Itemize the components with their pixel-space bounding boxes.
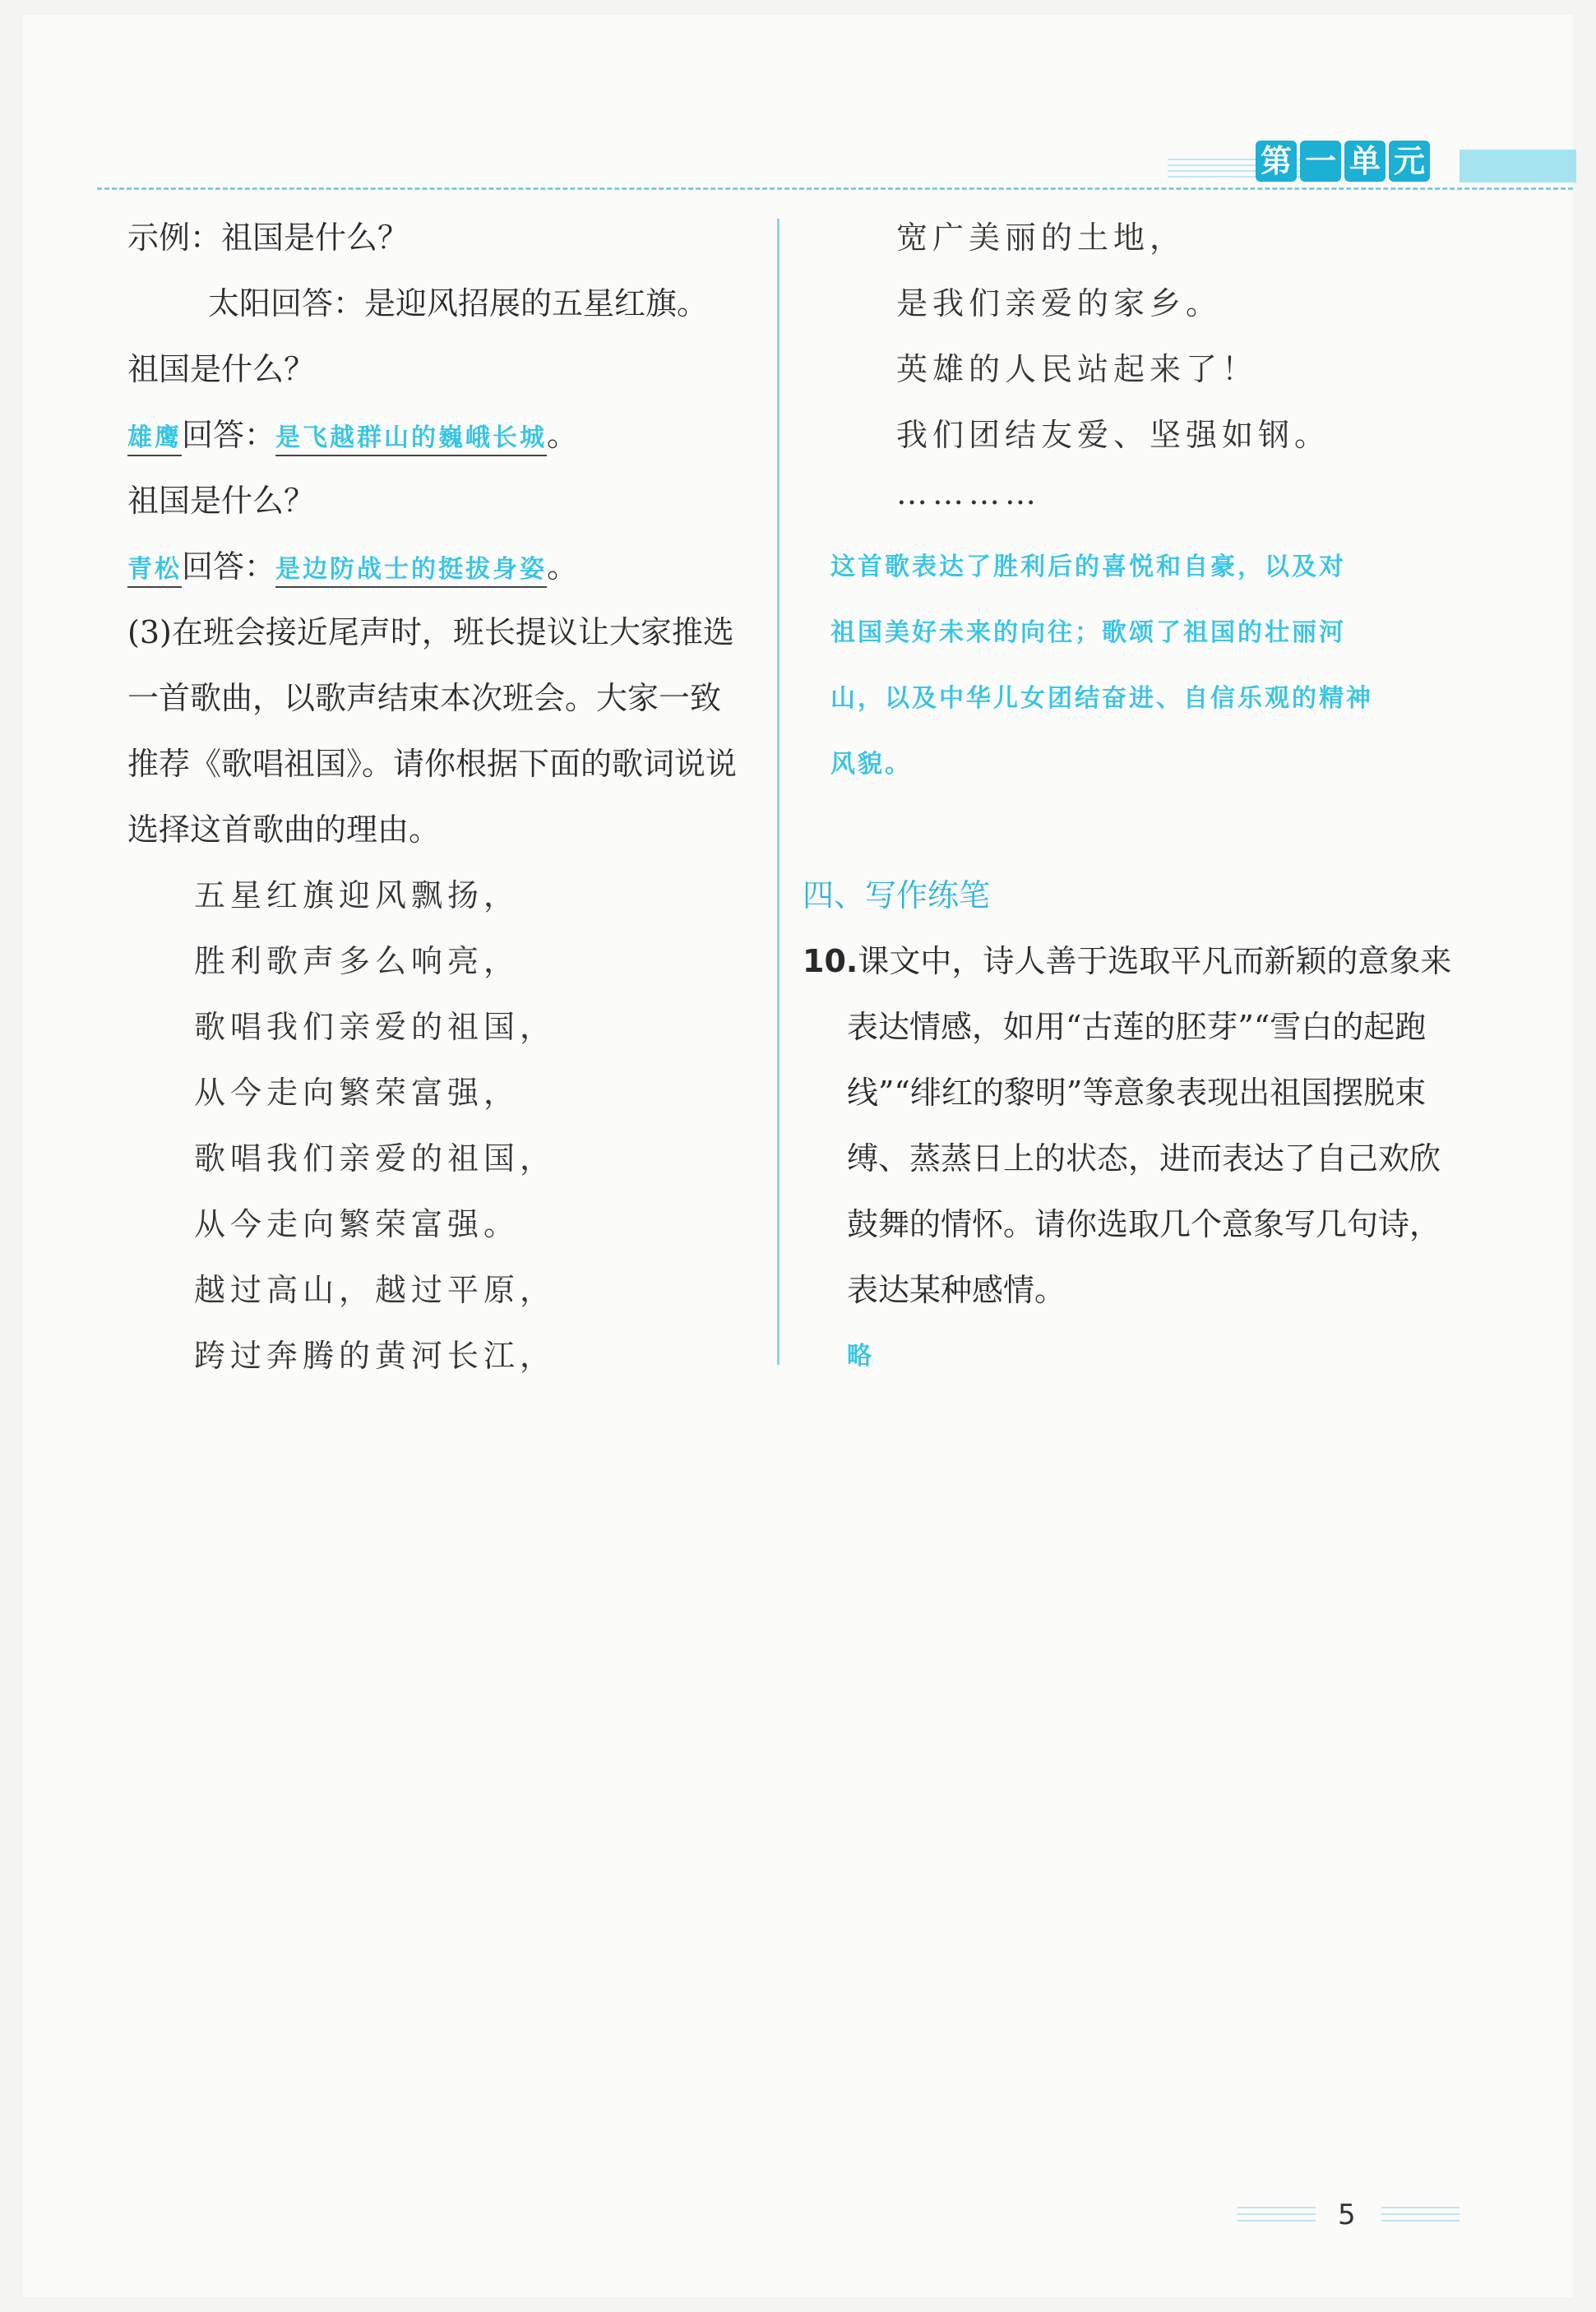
question-text: 课文中，诗人善于选取平凡而新颖的意象来 bbox=[858, 943, 1452, 979]
unit-char: 单 bbox=[1344, 141, 1386, 182]
poem-line: 英雄的人民站起来了！ bbox=[896, 351, 1259, 387]
question-text: 鼓舞的情怀。请你选取几个意象写几句诗， bbox=[847, 1206, 1441, 1242]
poem-line: 是我们亲爱的家乡。 bbox=[896, 285, 1223, 321]
answer-line: 山，以及中华儿女团结奋进、自信乐观的精神 bbox=[830, 684, 1373, 713]
question-line: 祖国是什么？ bbox=[127, 351, 316, 387]
question-text: 线”“绯红的黎明”等意象表现出祖国摆脱束 bbox=[847, 1075, 1427, 1111]
question-line: 祖国是什么？ bbox=[127, 483, 316, 519]
example-line: 示例：祖国是什么？ bbox=[127, 220, 409, 256]
page-number: 5 bbox=[1338, 2199, 1356, 2231]
poem-line: 宽广美丽的土地， bbox=[896, 220, 1187, 256]
question-text: 表达某种感情。 bbox=[847, 1272, 1066, 1308]
paragraph-line: 推荐《歌唱祖国》。请你根据下面的歌词说说 bbox=[127, 746, 738, 782]
answer-line-1 bbox=[127, 409, 578, 456]
answer-text: 略 bbox=[847, 1342, 874, 1371]
unit-char: 第 bbox=[1256, 141, 1297, 182]
unit-char: 一 bbox=[1300, 141, 1341, 182]
poem-line: 越过高山，越过平原， bbox=[194, 1272, 557, 1308]
answer-subject: 雄鹰 bbox=[127, 417, 182, 456]
answer-line: 祖国美好未来的向往；歌颂了祖国的壮丽河 bbox=[830, 618, 1346, 647]
question-number: 10. bbox=[803, 943, 858, 979]
question-text: 缚、蒸蒸日上的状态，进而表达了自己欢欣 bbox=[847, 1140, 1441, 1177]
poem-line: 五星红旗迎风飘扬， bbox=[194, 877, 520, 913]
answer-line: 这首歌表达了胜利后的喜悦和自豪，以及对 bbox=[830, 553, 1346, 581]
column-divider bbox=[777, 219, 779, 1365]
answer-text: 是边防战士的挺拔身姿 bbox=[275, 548, 547, 588]
paragraph-line: 选择这首歌曲的理由。 bbox=[127, 812, 441, 848]
poem-line: 我们团结友爱、坚强如钢。 bbox=[896, 417, 1331, 453]
poem-line: 歌唱我们亲爱的祖国， bbox=[194, 1140, 557, 1177]
unit-badge bbox=[1256, 141, 1430, 183]
answer-end: 。 bbox=[547, 417, 579, 453]
footer-decoration-right bbox=[1381, 2207, 1460, 2226]
answer-end: 。 bbox=[547, 548, 579, 585]
footer-decoration-left bbox=[1237, 2207, 1316, 2226]
poem-line: 从今走向繁荣富强， bbox=[194, 1075, 520, 1111]
answer-mid: 回答： bbox=[182, 548, 276, 585]
paragraph-line: 一首歌曲，以歌声结束本次班会。大家一致 bbox=[127, 680, 722, 716]
question-text: 表达情感，如用“古莲的胚芽”“雪白的起跑 bbox=[847, 1009, 1427, 1045]
question-10 bbox=[803, 936, 1451, 981]
poem-line: 跨过奔腾的黄河长江， bbox=[194, 1338, 557, 1374]
poem-line: 胜利歌声多么响亮， bbox=[194, 943, 520, 979]
unit-char: 元 bbox=[1389, 141, 1430, 182]
answer-mid: 回答： bbox=[182, 417, 276, 453]
header-dashed-rule bbox=[97, 187, 1573, 190]
answer-line-2 bbox=[127, 541, 578, 588]
answer-subject: 青松 bbox=[127, 548, 182, 588]
paragraph-line: (3)在班会接近尾声时，班长提议让大家推选 bbox=[127, 614, 734, 650]
answer-line: 风貌。 bbox=[830, 750, 912, 779]
poem-line: 歌唱我们亲爱的祖国， bbox=[194, 1009, 557, 1045]
header-band bbox=[1460, 150, 1576, 183]
answer-text: 是飞越群山的巍峨长城 bbox=[275, 417, 547, 456]
example-answer: 太阳回答：是迎风招展的五星红旗。 bbox=[208, 285, 709, 321]
poem-ellipsis: ………… bbox=[896, 475, 1041, 511]
section-title: 四、写作练笔 bbox=[803, 877, 991, 913]
poem-line: 从今走向繁荣富强。 bbox=[194, 1206, 520, 1242]
